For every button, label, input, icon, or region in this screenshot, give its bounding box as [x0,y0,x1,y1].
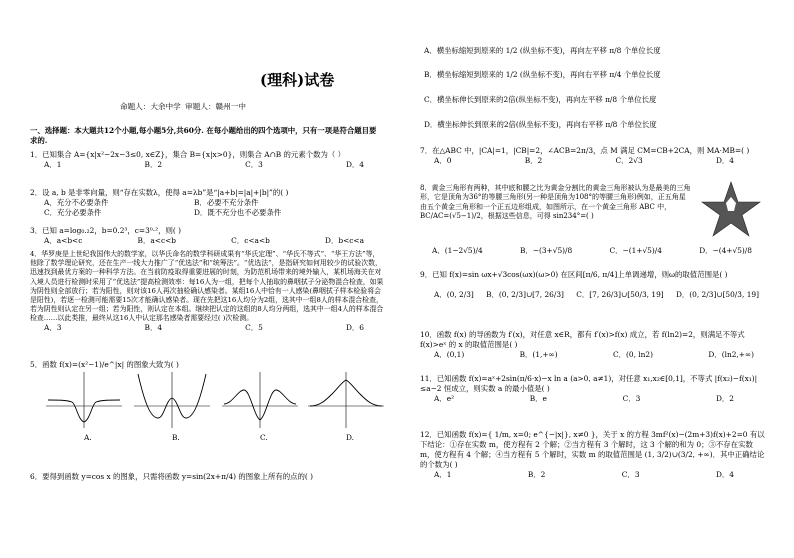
q10-option-c[interactable]: C．(0, ln2) [612,349,654,359]
question-3 [30,226,385,245]
question-9 [420,270,765,299]
q2-option-a[interactable]: A．充分不必要条件 [44,197,109,207]
pentagram-figure [700,180,762,238]
q8-option-a[interactable]: A．(1−2√5)/4 [432,246,483,255]
question-2 [30,188,385,217]
q11-option-d[interactable]: D．2 [715,393,734,403]
graph-c [220,370,300,432]
q11-option-a[interactable]: A．e² [434,393,455,403]
q7-option-a[interactable]: A．0 [434,155,452,165]
q10-option-a[interactable]: A．(0,1) [434,349,465,359]
q10-option-d[interactable]: D．(ln2,+∞) [708,349,754,359]
q2-option-c[interactable]: C．充分必要条件 [44,207,102,217]
question-11-options [434,394,734,404]
page-title: (理科)试卷 [260,71,335,89]
q12-option-d[interactable]: D．4 [715,469,734,479]
q12-option-a[interactable]: A．1 [434,469,452,479]
question-4-text: 4．华罗庚是上世纪我国伟大的数学家，以华氏命名的数学科研成果有“华氏定理”、“华氏不等式”、“华王方法”等，他除了数学理论研究，还在生产一线大力推广了“优选法”和“统筹法”。“优选法”，是指研究如何用较少的试验次数，迅速找到最优方案的一种科学方法。在当前防疫取得重要进展的时刻，为防范机场带来的境外输入，某机场海关在对入境人员进行检测时采用了“优选法”提高检测效率：每16人为一组，把每个人抽取的鼻咽拭子分泌物混合检查，如果为阴性则全部放行；若为阳性，则对该16人再次抽检确认感染者。某组16人中恰有一人感染(鼻咽拭子样本检验将会是阳性)，若逐一检测可能需要15次才能确认感染者。现在先把这16人均分为2组，选其中一组8人的样本混合检查，若为阴性则认定在另一组；若为阳性，则认定在本组。继续把认定的这组的8人均分两组，选其中一组4人的样本混合检查……以此类推，最终从这16人中认定那名感染者需要经过( )次检测。 [30,250,384,323]
question-9-text: 9．已知 f(x)=sin ωx+√3cos(ωx)(ω>0) 在区间[π/6, π/4]上单调递增，则ω的取值范围是( ) [420,270,728,279]
q7-option-c[interactable]: C．2√3 [615,155,643,165]
q7-option-d[interactable]: D．4 [715,155,734,165]
section-heading: 一、选择题：本大题共12个小题,每小题5分,共60分. 在每小题给出的四个选项中，只有一项是符合题目要求的. [30,126,377,145]
question-12-text: 12．已知函数 f(x)={ 1/m, x=0; e^{−|x|}, x≠0 }，关于 x 的方程 3mf²(x)−(2m+3)f(x)+2=0 有以下结论：①存在实数 m，使方程有 2 个解；②当方程有 3 个解时，这 3 个解的和为 0；③不存在实数 m，使方程有 4 个解；④当方程有 5 个解时，实数 m 的取值范围是 (1, 3/2)∪(3/2, +∞)．其中正确结论的个数为( ) [420,430,765,469]
question-10-text: 10．函数 f(x) 的导函数为 f′(x)，对任意 x∈R，都有 f′(x)>f(x) 成立，若 f(ln2)=2，则满足不等式 f(x)>eˣ 的 x 的取值范围是( ) [420,330,745,349]
graph-a [44,370,124,432]
q10-option-b[interactable]: B．(1,+∞) [519,349,558,359]
question-12 [420,430,765,479]
q1-option-d[interactable]: D．4 [345,159,364,169]
graph-d-label[interactable]: D. [346,433,355,442]
q4-option-c[interactable]: C．5 [245,323,263,333]
q8-option-b[interactable]: B．−(3+√5)/8 [519,246,573,255]
graph-d [306,370,386,432]
q9-option-a[interactable]: A．(0, 2/3] [434,289,474,299]
q4-option-b[interactable]: B．4 [144,323,163,333]
q1-option-c[interactable]: C．3 [245,159,263,169]
q2-option-b[interactable]: B．必要不充分条件 [194,197,259,207]
graph-b [132,370,212,432]
q4-option-a[interactable]: A．3 [44,323,62,333]
question-1-text: 1．已知集合 A={x|x²−2x−3≤0, x∈Z}，集合 B={x|x>0}，则集合 A∩B 的元素个数为（ ） [30,150,346,159]
question-7-options [434,156,734,166]
question-1 [30,150,385,169]
question-12-options [434,470,734,480]
q8-option-c[interactable]: C．−(1+√5)/4 [609,246,662,255]
question-2-text: 2．设 a, b 是非零向量，则“存在实数λ，使得 a=λb”是“|a+b|=|a|+|b|”的( ) [30,188,289,197]
q6-option-c[interactable]: C．横坐标伸长到原来的2倍(纵坐标不变)，再向左平移 π/8 个单位长度 [424,95,657,104]
question-8-options [432,246,752,256]
q7-option-b[interactable]: B．2 [524,155,543,165]
q11-option-b[interactable]: B．e [529,393,547,403]
question-6-text: 6．要得到函数 y=cos x 的图象，只需将函数 y=sin(2x+π/4) 的图象上所有的点的( ) [30,472,314,481]
question-7 [420,146,765,165]
question-10 [420,330,765,359]
q3-option-b[interactable]: B．a<c<b [137,235,177,245]
question-4-options [44,323,364,333]
q2-option-d[interactable]: D．既不充分也不必要条件 [194,207,282,217]
question-2-options [44,198,344,218]
question-3-text: 3．已知 a=log₀.₂2，b=0.2³，c=3⁰·²，则( ) [30,226,181,235]
question-3-options [44,236,364,246]
q1-option-b[interactable]: B．2 [144,159,163,169]
question-4 [30,250,385,333]
question-9-options [434,290,759,300]
q9-option-d[interactable]: D．(0, 2/3]∪[50/3, 19] [675,289,759,299]
question-8 [420,184,692,222]
q11-option-c[interactable]: C．3 [622,393,641,403]
q3-option-c[interactable]: C．c<a<b [231,235,270,245]
q9-option-b[interactable]: B．(0, 2/3]∪[7, 26/3] [486,289,564,299]
question-11-text: 11．已知函数 f(x)=aˣ+2sin(π/6·x)−x ln a (a>0, a≠1)，对任意 x₁,x₂∈[0,1]，不等式 |f(x₂)−f(x₁)|≤a−2 恒成立，则实数 a 的最小值是( ) [420,374,758,393]
q9-option-c[interactable]: C．[7, 26/3]∪[50/3, 19] [576,289,664,299]
q12-option-b[interactable]: B．2 [527,469,546,479]
q12-option-c[interactable]: C．3 [621,469,640,479]
question-7-text: 7．在△ABC 中，|CA|=1，|CB|=2，∠ACB=2π/3，点 M 满足 CM=CB+2CA，则 MA·MB=( ) [420,146,750,155]
q1-option-a[interactable]: A．1 [44,159,62,169]
question-10-options [434,350,754,360]
q3-option-a[interactable]: A．a<b<c [44,235,83,245]
q4-option-d[interactable]: D．6 [345,323,364,333]
question-5-text: 5．函数 f(x)=(x²−1)/e^|x| 的图象大致为( ) [30,360,179,369]
authors-line: 命题人：大余中学 审题人：赣州一中 [120,102,246,111]
graph-a-label[interactable]: A. [84,433,92,442]
question-8-text: 8．黄金三角形有两种，其中底和腰之比为黄金分割比的黄金三角形被认为是最美的三角形，它是顶角为36°的等腰三角形(另一种是顶角为108°的等腰三角形)例如，正五角星由五个黄金三角形和一个正五边形组成，如图所示，在一个黄金三角形 ABC 中，BC/AC=(√5−1)/2，根据这些信息，可得 sin234°=( ) [420,184,691,221]
q6-option-b[interactable]: B．横坐标缩短到原来的 1/2 (纵坐标不变)，再向右平移 π/4 个单位长度 [424,70,661,79]
graph-c-label[interactable]: C. [260,433,268,442]
graph-b-label[interactable]: B. [172,433,180,442]
q3-option-d[interactable]: D．b<c<a [325,235,364,245]
q8-option-d[interactable]: D．−(4+√5)/8 [699,246,752,255]
question-11 [420,374,765,403]
question-1-options [44,160,364,170]
q6-option-a[interactable]: A．横坐标缩短到原来的 1/2 (纵坐标不变)，再向左平移 π/8 个单位长度 [424,46,661,55]
q6-option-d[interactable]: D．横坐标伸长到原来的2倍(纵坐标不变)，再向右平移 π/8 个单位长度 [424,120,657,129]
